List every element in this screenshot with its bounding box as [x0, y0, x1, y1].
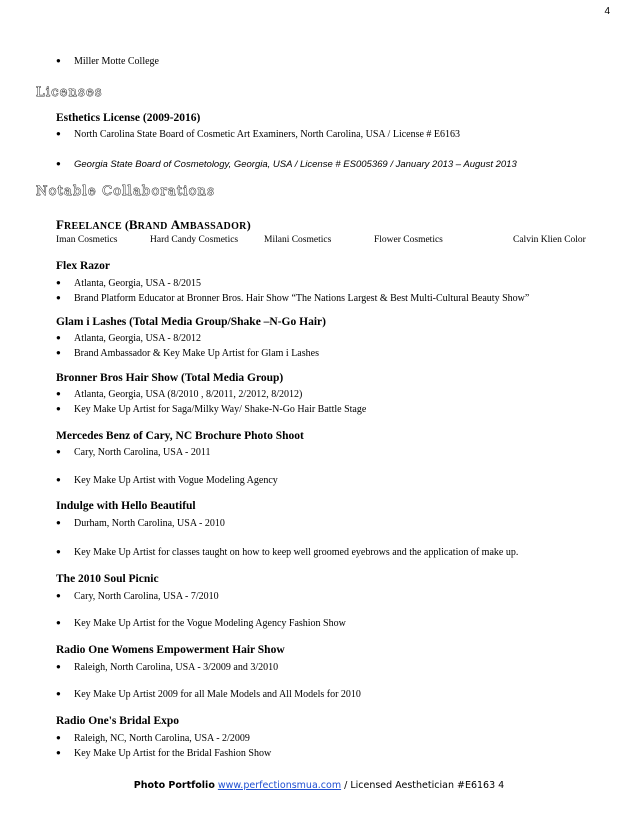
- footer-rest: / Licensed Aesthetician #E6163 4: [341, 780, 505, 791]
- bullet-icon: ●: [56, 447, 61, 456]
- list-item: [56, 158, 517, 171]
- bullet-icon: ●: [56, 129, 61, 138]
- list-item: [56, 446, 210, 459]
- list-item: [56, 388, 302, 401]
- entry-title: The 2010 Soul Picnic: [56, 573, 159, 585]
- item-text: Key Make Up Artist for Saga/Milky Way/ Shake-N-Go Hair Battle Stage: [74, 404, 367, 415]
- item-text: Key Make Up Artist 2009 for all Male Models and All Models for 2010: [74, 689, 361, 700]
- item-text: Key Make Up Artist for the Vogue Modeling Agency Fashion Show: [74, 618, 346, 629]
- list-item: [56, 546, 518, 559]
- section-heading-licenses: Licenses: [36, 85, 103, 100]
- bullet-icon: ●: [56, 389, 61, 398]
- freelance-close: ): [246, 218, 251, 232]
- entry-title: Radio One Womens Empowerment Hair Show: [56, 644, 285, 656]
- freelance-f: F: [56, 217, 64, 232]
- freelance-mbassador: MBASSADOR: [180, 221, 247, 232]
- section-heading-collaborations: Notable Collaborations: [36, 184, 216, 199]
- bullet-icon: ●: [56, 159, 61, 168]
- freelance-open: (: [121, 218, 129, 232]
- freelance-heading: [56, 217, 251, 233]
- item-text: Atlanta, Georgia, USA - 8/2015: [74, 278, 202, 289]
- bullet-icon: ●: [56, 404, 61, 413]
- bullet-icon: ●: [56, 56, 61, 65]
- entry-title: Indulge with Hello Beautiful: [56, 500, 196, 512]
- portfolio-link[interactable]: www.perfectionsmua.com: [217, 780, 342, 791]
- brand-name: Hard Candy Cosmetics: [150, 235, 239, 245]
- bullet-icon: ●: [56, 293, 61, 302]
- list-item: [56, 332, 201, 345]
- entry-title: Radio One's Bridal Expo: [56, 715, 180, 727]
- list-item: [56, 661, 278, 674]
- item-text: Cary, North Carolina, USA - 7/2010: [74, 591, 219, 602]
- item-text: Durham, North Carolina, USA - 2010: [74, 518, 225, 529]
- item-text: North Carolina State Board of Cosmetic Art Examiners, North Carolina, USA / License # E6163: [74, 129, 461, 140]
- entry-title: Mercedes Benz of Cary, NC Brochure Photo Shoot: [56, 430, 304, 442]
- bullet-icon: ●: [56, 748, 61, 757]
- entry-title: Bronner Bros Hair Show (Total Media Group): [56, 372, 284, 384]
- item-text: Key Make Up Artist for the Bridal Fashion Show: [74, 748, 272, 759]
- item-text: Brand Platform Educator at Bronner Bros. Hair Show “The Nations Largest & Best Multi-Cultural Beauty Show”: [74, 293, 530, 304]
- bullet-icon: ●: [56, 348, 61, 357]
- page-footer: [0, 780, 638, 791]
- item-text: Key Make Up Artist with Vogue Modeling Agency: [74, 475, 278, 486]
- footer-label: Photo Portfolio: [133, 780, 215, 791]
- bullet-icon: ●: [56, 618, 61, 627]
- list-item: [56, 732, 250, 745]
- list-item: [56, 277, 201, 290]
- freelance-a: A: [170, 217, 181, 232]
- item-text: Georgia State Board of Cosmetology, Georgia, USA / License # ES005369 / January 2013 – August 2013: [74, 159, 517, 170]
- list-item: [56, 292, 529, 305]
- brand-name: Calvin Klien Color: [513, 235, 586, 245]
- bullet-icon: ●: [56, 475, 61, 484]
- brand-name: Iman Cosmetics: [56, 235, 118, 245]
- bullet-icon: ●: [56, 689, 61, 698]
- brand-name: Flower Cosmetics: [374, 235, 443, 245]
- list-item: [56, 688, 361, 701]
- item-text: Raleigh, North Carolina, USA - 3/2009 and 3/2010: [74, 662, 279, 673]
- item-text: Atlanta, Georgia, USA - 8/2012: [74, 333, 202, 344]
- item-text: Brand Ambassador & Key Make Up Artist for Glam i Lashes: [74, 348, 319, 359]
- item-text: Cary, North Carolina, USA - 2011: [74, 447, 211, 458]
- list-item: [56, 617, 346, 630]
- freelance-reelance: REELANCE: [63, 221, 122, 232]
- freelance-b: B: [128, 217, 138, 232]
- list-item: [56, 403, 366, 416]
- bullet-icon: ●: [56, 518, 61, 527]
- bullet-icon: ●: [56, 333, 61, 342]
- item-text: Raleigh, NC, North Carolina, USA - 2/2009: [74, 733, 250, 744]
- bullet-icon: ●: [56, 278, 61, 287]
- entry-title: Flex Razor: [56, 260, 110, 272]
- list-item: [56, 55, 159, 68]
- list-item: [56, 590, 219, 603]
- entry-title: Glam i Lashes (Total Media Group/Shake –N-Go Hair): [56, 316, 326, 328]
- item-text: Key Make Up Artist for classes taught on how to keep well groomed eyebrows and the application of make up.: [74, 547, 519, 558]
- bullet-icon: ●: [56, 547, 61, 556]
- bullet-icon: ●: [56, 591, 61, 600]
- brand-name: Milani Cosmetics: [264, 235, 332, 245]
- list-item: [56, 474, 278, 487]
- freelance-rand: RAND: [137, 221, 168, 232]
- item-text: Miller Motte College: [74, 56, 159, 67]
- list-item: [56, 517, 225, 530]
- page-number: 4: [604, 6, 610, 17]
- bullet-icon: ●: [56, 733, 61, 742]
- list-item: [56, 347, 319, 360]
- item-text: Atlanta, Georgia, USA (8/2010 , 8/2011, 2/2012, 8/2012): [74, 389, 303, 400]
- list-item: [56, 747, 271, 760]
- bullet-icon: ●: [56, 662, 61, 671]
- list-item: [56, 128, 460, 141]
- license-title: Esthetics License (2009-2016): [56, 112, 201, 124]
